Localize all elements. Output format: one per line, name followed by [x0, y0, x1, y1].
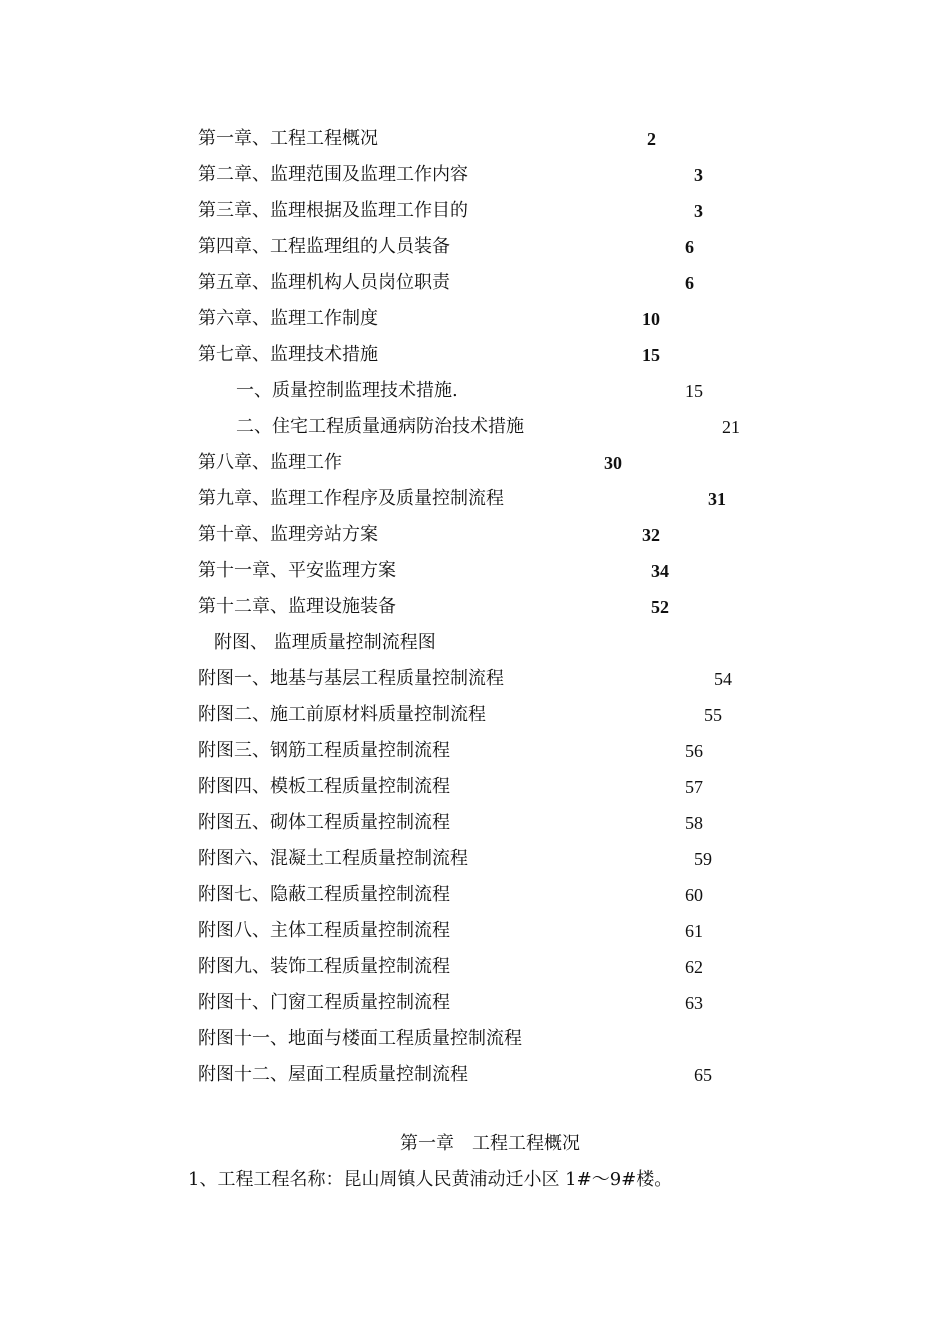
toc-entry-page: 52	[651, 597, 669, 617]
toc-entry-label: 第三章、监理根据及监理工作目的	[198, 200, 468, 221]
toc-entry-label: 第二章、监理范围及监理工作内容	[198, 164, 468, 185]
toc-entry-label: 附图、 监理质量控制流程图	[214, 632, 436, 653]
toc-entry-page: 34	[651, 561, 669, 581]
toc-entry-label: 附图五、砌体工程质量控制流程	[198, 812, 450, 833]
toc-entry-page: 63	[685, 993, 703, 1013]
toc-entry-page: 62	[685, 957, 703, 977]
toc-entry-page: 6	[685, 237, 694, 257]
toc-entry-label: 第一章、工程工程概况	[198, 128, 378, 149]
toc-entry-page: 60	[685, 885, 703, 905]
toc-entry-label: 第六章、监理工作制度	[198, 308, 378, 329]
toc-entry-label: 第五章、监理机构人员岗位职责	[198, 272, 450, 293]
toc-entry-page: 54	[714, 669, 732, 689]
toc-entry-page: 31	[708, 489, 726, 509]
toc-entry-page: 6	[685, 273, 694, 293]
toc-entry-page: 58	[685, 813, 703, 833]
toc-entry-page: 59	[694, 849, 712, 869]
toc-entry-label: 二、住宅工程质量通病防治技术措施	[236, 416, 524, 437]
toc-entry-page: 3	[694, 201, 703, 221]
toc-entry-label: 附图七、隐蔽工程质量控制流程	[198, 884, 450, 905]
toc-entry-page: 15	[685, 381, 703, 401]
toc-entry-page: 2	[647, 129, 656, 149]
toc-entry-page: 15	[642, 345, 660, 365]
toc-entry-label: 附图三、钢筋工程质量控制流程	[198, 740, 450, 761]
toc-entry-page: 56	[685, 741, 703, 761]
toc-entry-page: 55	[704, 705, 722, 725]
toc-entry-page: 32	[642, 525, 660, 545]
toc-entry-label: 第七章、监理技术措施	[198, 344, 378, 365]
toc-entry-page: 61	[685, 921, 703, 941]
toc-entry-label: 附图四、模板工程质量控制流程	[198, 776, 450, 797]
toc-entry-label: 附图九、装饰工程质量控制流程	[198, 956, 450, 977]
toc-entry-page: 65	[694, 1065, 712, 1085]
toc-entry-label: 附图十、门窗工程质量控制流程	[198, 992, 450, 1013]
toc-entry-label: 附图十一、地面与楼面工程质量控制流程	[198, 1028, 522, 1049]
toc-entry-label: 附图十二、屋面工程质量控制流程	[198, 1064, 468, 1085]
toc-entry-page: 21	[722, 417, 740, 437]
toc-entry-label: 第四章、工程监理组的人员装备	[198, 236, 450, 257]
chapter-heading: 第一章 工程工程概况	[400, 1133, 580, 1154]
toc-entry-label: 第九章、监理工作程序及质量控制流程	[198, 488, 504, 509]
toc-entry-page: 30	[604, 453, 622, 473]
toc-entry-label: 附图六、混凝土工程质量控制流程	[198, 848, 468, 869]
toc-entry-page: 57	[685, 777, 703, 797]
toc-entry-label: 第十二章、监理设施装备	[198, 596, 396, 617]
body-paragraph: 1、工程工程名称：昆山周镇人民黄浦动迁小区 1#～9#楼。	[188, 1169, 673, 1190]
toc-entry-label: 附图八、主体工程质量控制流程	[198, 920, 450, 941]
toc-entry-label: 附图二、施工前原材料质量控制流程	[198, 704, 486, 725]
toc-entry-label: 第十章、监理旁站方案	[198, 524, 378, 545]
toc-entry-label: 附图一、地基与基层工程质量控制流程	[198, 668, 504, 689]
toc-entry-label: 第八章、监理工作	[198, 452, 342, 473]
toc-entry-page: 10	[642, 309, 660, 329]
toc-entry-label: 一、质量控制监理技术措施.	[236, 380, 458, 401]
toc-entry-page: 3	[694, 165, 703, 185]
toc-entry-label: 第十一章、平安监理方案	[198, 560, 396, 581]
